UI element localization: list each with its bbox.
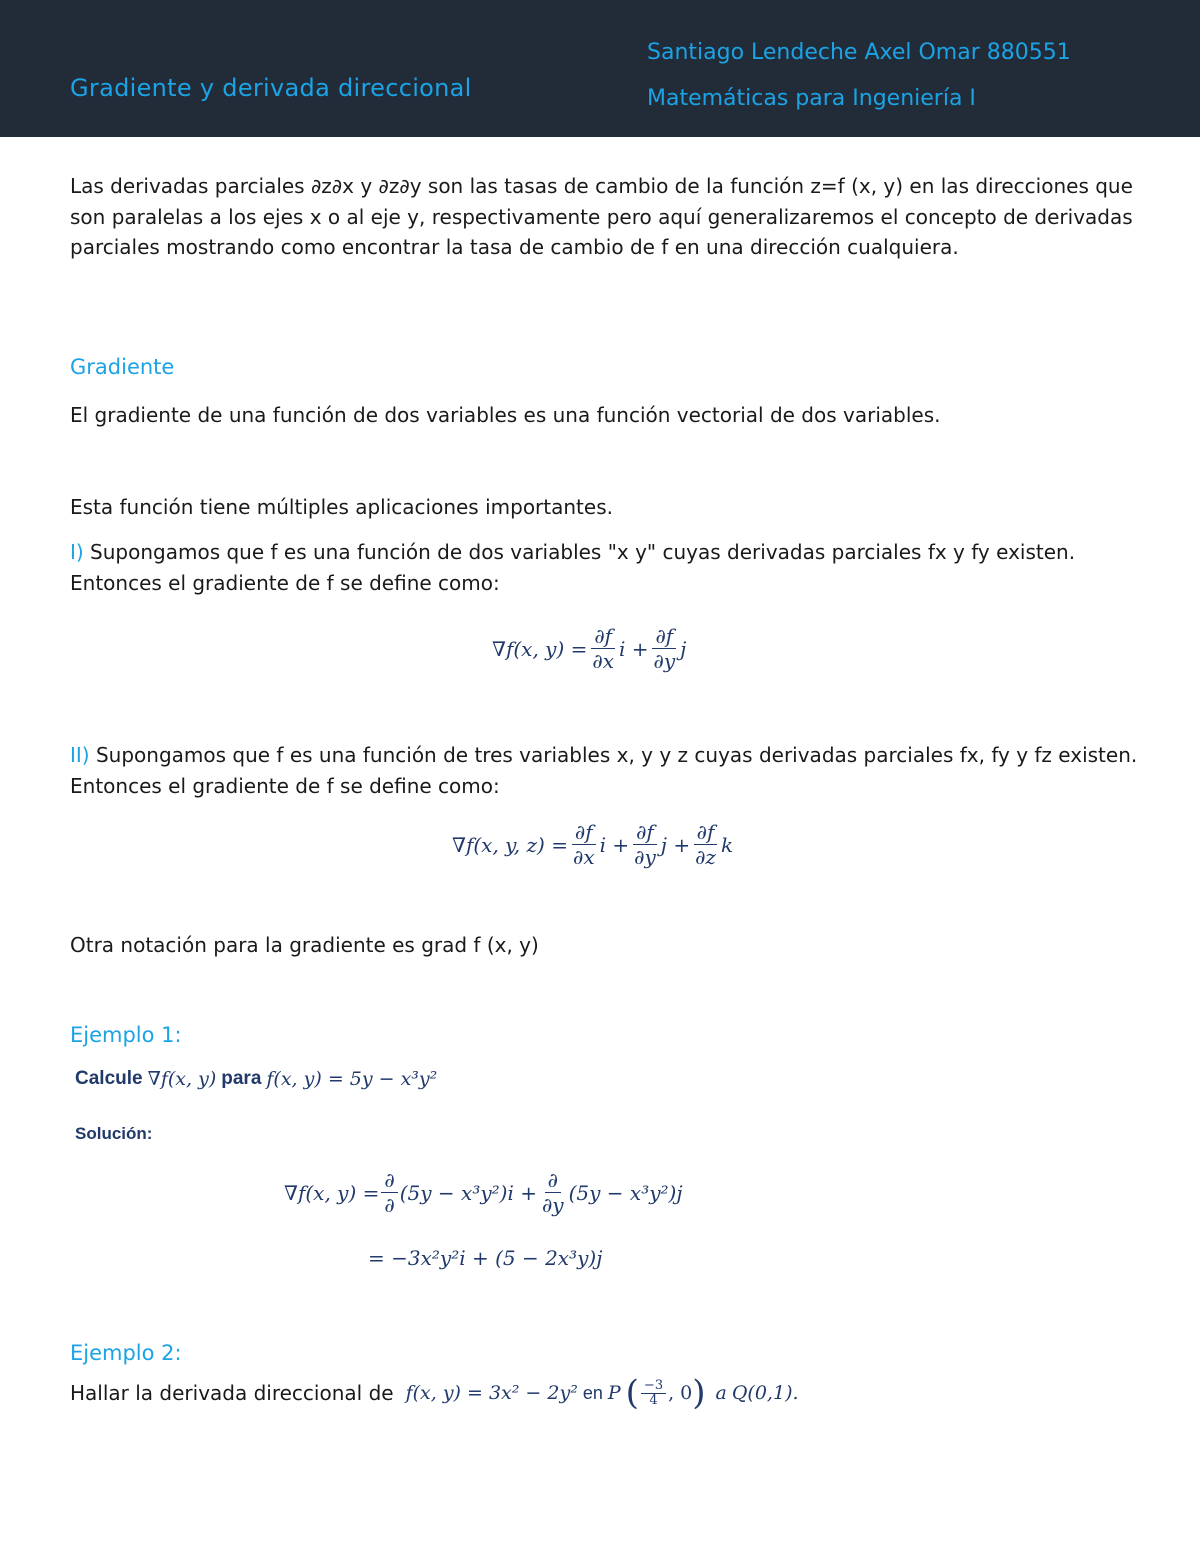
case-1-paragraph	[70, 537, 1140, 598]
en-word: en	[582, 1382, 603, 1403]
header-bar	[0, 0, 1200, 137]
example-2-func: f(x, y) = 3x² − 2y²	[405, 1382, 578, 1404]
calc-word: Calcule	[75, 1068, 143, 1089]
eq2-lhs: ∇f(x, y, z) =	[452, 832, 568, 857]
point-p-zero: , 0	[668, 1382, 693, 1404]
example-2-text: Hallar la derivada direccional de	[70, 1381, 394, 1405]
eq1-j: j	[680, 636, 687, 661]
document-title: Gradiente y derivada direccional	[70, 74, 472, 102]
author-name: Santiago Lendeche Axel Omar 880551	[647, 40, 1071, 65]
eq2-frac-y: $\frac{\partial f}{\partial y}$	[634, 820, 656, 869]
sol-lhs: ∇f(x, y) =	[284, 1180, 380, 1205]
eq2-frac-x: $\frac{\partial f}{\partial x}$	[572, 820, 595, 869]
intro-paragraph: Las derivadas parciales ∂z∂x y ∂z∂y son las tasas de cambio de la función z=f (x, y) en las direcciones que son paralelas a los ejes x o al eje y, respectivamente pero aquí generalizaremos el concepto de derivadas parciales mostrando como encontrar la tasa de cambio de f en una dirección cualquiera.	[70, 174, 1133, 259]
case-2-marker: II)	[70, 743, 90, 767]
example-2-statement: Hallar la derivada direccional de f(x, y) = 3x² − 2y² en P ( $\frac{-3}{4}$ , 0 ) a Q(0,1).	[70, 1373, 799, 1413]
eq1-i: i +	[619, 636, 649, 661]
example-1-solution	[284, 1168, 683, 1217]
other-notation-text: Otra notación para la gradiente es grad f (x, y)	[70, 933, 539, 957]
para-word: para	[221, 1068, 262, 1089]
a-word: a	[715, 1382, 727, 1404]
gradient-definition: El gradiente de una función de dos variables es una función vectorial de dos variables.	[70, 403, 941, 427]
gradient-2d-equation	[492, 624, 686, 673]
example-1-result: = −3x²y²i + (5 − 2x³y)j	[368, 1246, 603, 1270]
case-2-paragraph	[70, 740, 1140, 801]
sol-frac-1: $\frac{\partial}{\partial}$	[381, 1168, 397, 1217]
eq1-frac-y: $\frac{\partial f}{\partial y}$	[653, 624, 676, 673]
solution-label: Solución:	[75, 1124, 153, 1143]
sol-term-2: (5y − x³y²)j	[568, 1180, 683, 1205]
example-1-statement	[75, 1068, 437, 1090]
point-p-fraction: $\frac{-3}{4}$	[641, 1379, 666, 1408]
example-1-heading: Ejemplo 1:	[70, 1023, 182, 1047]
calc-grad: ∇f(x, y)	[147, 1068, 217, 1090]
eq2-j: j +	[660, 832, 691, 857]
sol-frac-2: $\frac{\partial}{\partial y}$	[541, 1168, 564, 1217]
calc-func: f(x, y) = 5y − x³y²	[266, 1068, 438, 1090]
example-2-heading: Ejemplo 2:	[70, 1341, 182, 1365]
eq1-frac-x: $\frac{\partial f}{\partial x}$	[592, 624, 615, 673]
section-heading-gradiente: Gradiente	[70, 355, 175, 379]
case-1-marker: I)	[70, 540, 84, 564]
point-q: Q(0,1).	[731, 1382, 799, 1404]
point-p-label: P	[607, 1382, 621, 1404]
course-name: Matemáticas para Ingeniería I	[647, 86, 976, 111]
case-2-text: Supongamos que f es una función de tres variables x, y y z cuyas derivadas parciales fx, fy y fz existen. Entonces el gradiente de f se define como:	[70, 743, 1138, 798]
applications-text: Esta función tiene múltiples aplicaciones importantes.	[70, 495, 613, 519]
eq2-frac-z: $\frac{\partial f}{\partial z}$	[695, 820, 716, 869]
gradient-3d-equation	[452, 820, 733, 869]
eq2-i: i +	[599, 832, 630, 857]
case-1-text: Supongamos que f es una función de dos variables "x y" cuyas derivadas parciales fx y fy existen. Entonces el gradiente de f se define como:	[70, 540, 1076, 595]
eq2-k: k	[720, 832, 734, 857]
sol-term-1: (5y − x³y²)i +	[399, 1180, 537, 1205]
eq1-lhs: ∇f(x, y) =	[492, 636, 588, 661]
